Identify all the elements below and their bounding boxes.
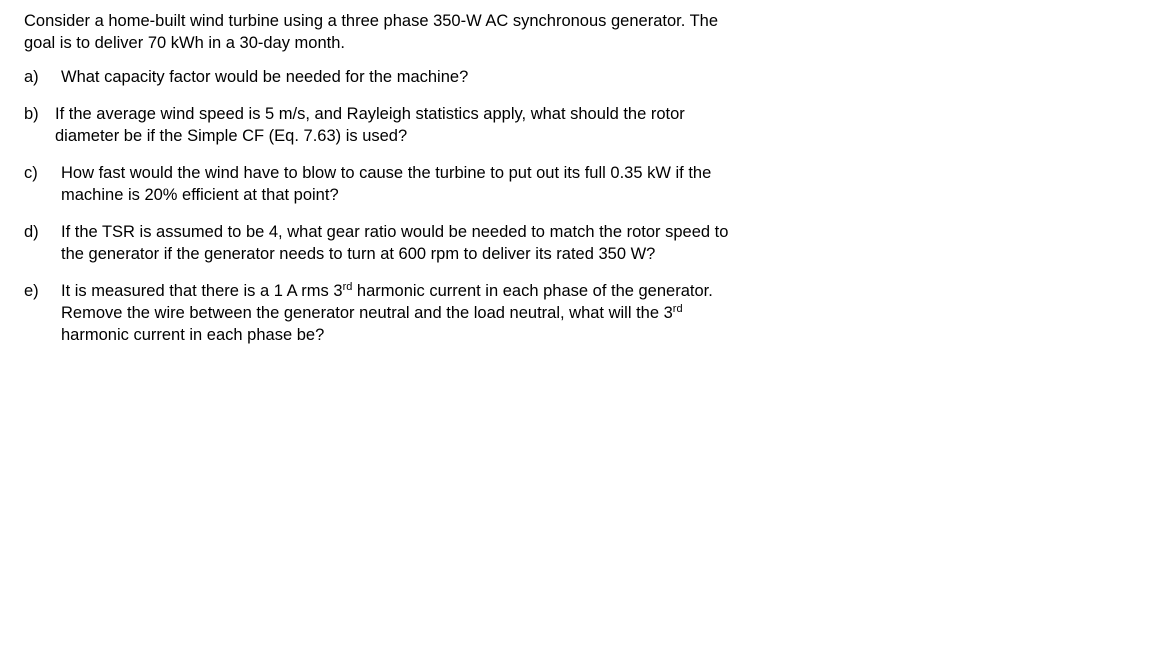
ordinal-superscript: rd	[672, 303, 683, 315]
question-a	[24, 66, 824, 88]
intro-line-2: goal is to deliver 70 kWh in a 30-day month.	[24, 34, 346, 52]
question-d-line-1: If the TSR is assumed to be 4, what gear ratio would be needed to match the rotor speed to	[61, 223, 729, 241]
question-b-marker: b)	[24, 105, 39, 123]
question-a-marker: a)	[24, 68, 39, 86]
question-e-line-3: harmonic current in each phase be?	[61, 326, 325, 344]
question-c	[24, 162, 824, 206]
question-b-line-2: diameter be if the Simple CF (Eq. 7.63) is used?	[55, 127, 408, 145]
question-e-line-1-end: harmonic current in each phase of the generator.	[352, 282, 713, 300]
problem-document	[24, 10, 824, 361]
question-c-line-2: machine is 20% efficient at that point?	[61, 186, 339, 204]
question-d-line-2: the generator if the generator needs to turn at 600 rpm to deliver its rated 350 W?	[61, 245, 656, 263]
question-e-line-1	[61, 280, 824, 302]
question-c-marker: c)	[24, 164, 38, 182]
question-d-marker: d)	[24, 223, 39, 241]
question-a-line-1: What capacity factor would be needed for the machine?	[61, 68, 469, 86]
question-b	[24, 103, 824, 147]
question-e	[24, 280, 824, 346]
question-c-line-1: How fast would the wind have to blow to cause the turbine to put out its full 0.35 kW if the	[61, 164, 712, 182]
question-e-marker: e)	[24, 282, 39, 300]
question-e-line-2-text: Remove the wire between the generator neutral and the load neutral, what will the 3	[61, 304, 673, 322]
question-d	[24, 221, 824, 265]
problem-intro	[24, 10, 824, 54]
question-b-line-1: If the average wind speed is 5 m/s, and Rayleigh statistics apply, what should the rotor	[55, 105, 685, 123]
question-e-line-2	[61, 302, 824, 324]
question-e-line-1-start: It is measured that there is a 1 A rms 3	[61, 282, 343, 300]
ordinal-superscript: rd	[342, 281, 353, 293]
intro-line-1: Consider a home-built wind turbine using a three phase 350-W AC synchronous generator. The	[24, 12, 719, 30]
